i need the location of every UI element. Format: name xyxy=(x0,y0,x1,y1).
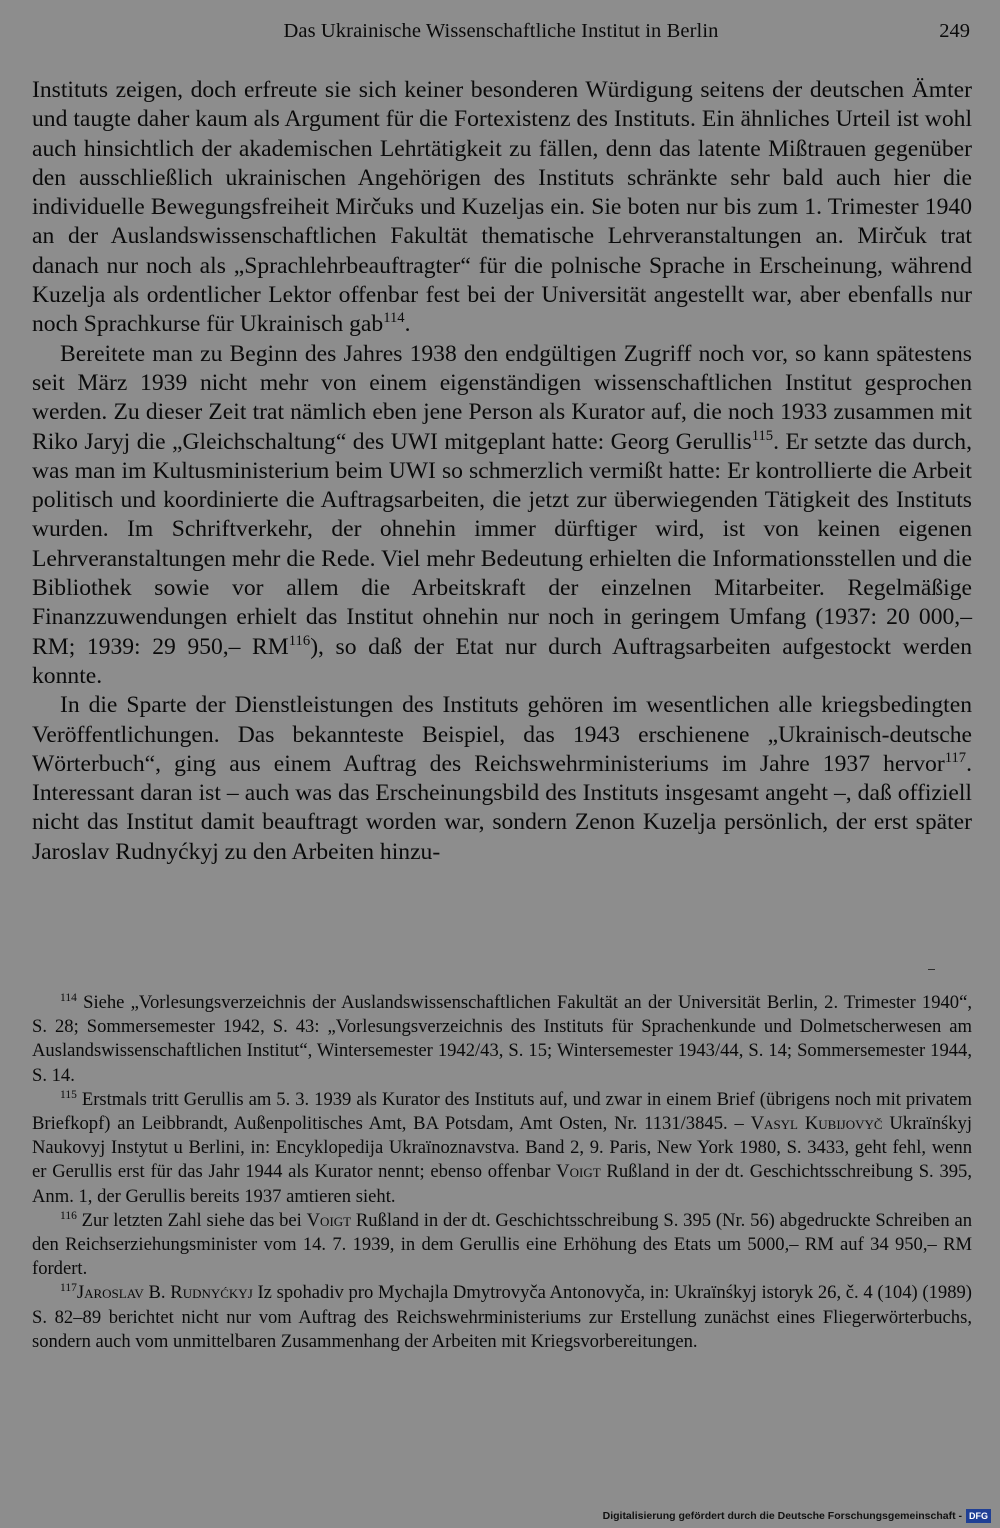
footnote-115: $^{115}$ Erstmals tritt Gerullis am 5. 3. 1939 als Kurator des Instituts auf, und zwar in einem Brief (übrigens noch mit privatem Briefkopf) an Leibbrandt, Außenpolitisches Amt, BA Potsdam, Amt Osten, Nr. 1131/3845. – Vasyl Kubijovyč Ukraïnśkyj Naukovyj Instytut u Berlini, in: Encyklopedija Ukraïnoznavstva. Band 2, 9. Paris, New York 1980, S. 3433, geht fehl, wenn er Gerullis erst für das Jahr 1944 als Kurator nennt; ebenso offenbar Voigt Rußland in der dt. Geschichtsschreibung S. 395, Anm. 1, der Gerullis bereits 1937 amtieren sieht. xyxy=(32,1088,973,1207)
main-text xyxy=(32,76,972,867)
author-name: Vasyl Kubijovyč xyxy=(750,1113,883,1135)
footnote-number: 114 xyxy=(60,991,77,1004)
footnotes xyxy=(32,991,972,1354)
footnote-number: 116 xyxy=(60,1209,77,1222)
footnote-117: $^{117}$Jaroslav B. Rudnyćkyj Iz spohadiv pro Mychajla Dmytrovyča Antonovyča, in: Ukraïnśkyj istoryk 26, č. 4 (104) (1989) S. 82–89 berichtet nicht nur vom Auftrag des Reichswehrministeriums zur Erstellung zunächst eines Fliegerwörterbuchs, sondern auch vom unmittelbaren Zusammenhang der Arbeiten mit Kriegsvorbereitungen. xyxy=(32,1282,972,1352)
footnote-ref-115[interactable]: 115 xyxy=(751,427,774,444)
footnote-number: 115 xyxy=(60,1088,77,1101)
page-number: 249 xyxy=(939,20,970,42)
dfg-logo-icon: DFG xyxy=(966,1509,991,1523)
author-name: Voigt xyxy=(556,1161,601,1183)
author-name: Voigt xyxy=(306,1209,352,1231)
author-name: Jaroslav B. Rudnyćkyj xyxy=(76,1282,253,1304)
footnote-ref-117[interactable]: 117 xyxy=(944,749,967,766)
digitization-credit xyxy=(603,1508,991,1524)
credit-text: Digitalisierung gefördert durch die Deutsche Forschungsgemeinschaft - xyxy=(602,1510,962,1522)
footnote-114: $^{114}$ Siehe „Vorlesungsverzeichnis der Auslandswissenschaftlichen Fakultät an der Universität Berlin, 2. Trimester 1940“, S. 28; Sommersemester 1942, S. 43: „Vorlesungsverzeichnis des Instituts für Sprachenkunde und Dolmetscherwesen am Auslandswissenschaftlichen Institut“, Wintersemester 1942/43, S. 15; Wintersemester 1943/44, S. 14; Sommersemester 1944, S. 14. xyxy=(32,991,972,1086)
page-header xyxy=(32,20,970,50)
footnote-number: 117 xyxy=(60,1282,77,1295)
paragraph-2: Bereitete man zu Beginn des Jahres 1938 den endgültigen Zugriff noch vor, so kann spätestens seit März 1939 nicht mehr von einem eigenständigen wissenschaftlichen Institut gesprochen werden. Zu dieser Zeit trat nämlich eben jene Person als Kurator auf, die noch 1933 zusammen mit Riko Jaryj die „Gleichschaltung“ des UWI mitgeplant hatte: Georg Gerullis$^{115}$. Er setzte das durch, was man im Kultusministerium beim UWI so schmerzlich vermißt hatte: Er kontrollierte die Arbeit politisch und koordinierte die Auftragsarbeiten, die jetzt zur überwiegenden Tätigkeit des Instituts wurden. Im Schriftverkehr, der ohnehin immer dürftiger wird, ist von keinen eigenen Lehrveranstaltungen mehr die Rede. Viel mehr Bedeutung erhielten die Informationsstellen und die Bibliothek sowie vor allem die Arbeitskraft der einzelnen Mitarbeiter. Regelmäßige Finanzzuwendungen erhielt das Institut ohnehin nur noch in geringem Umfang (1937: 20 000,– RM; 1939: 29 950,– RM$^{116}$), so daß der Etat nur durch Auftragsarbeiten aufgestockt werden konnte. xyxy=(32,340,973,689)
footnote-ref-114[interactable]: 114 xyxy=(383,310,405,327)
running-head: Das Ukrainische Wissenschaftliche Institut in Berlin xyxy=(283,20,719,42)
paragraph-3: In die Sparte der Dienstleistungen des Instituts gehören im wesentlichen alle kriegsbedingten Veröffentlichungen. Das bekannteste Beispiel, das 1943 erschienene „Ukrainisch-deutsche Wörterbuch“, ging aus einem Auftrag des Reichswehrministeriums im Jahre 1937 hervor$^{117}$. Interessant daran ist – auch was das Erscheinungsbild des Instituts insgesamt angeht –, daß offiziell nicht das Institut damit beauftragt worden war, sondern Zenon Kuzelja persönlich, der erst später Jaroslav Rudnyćkyj zu den Arbeiten hinzu- xyxy=(32,692,972,865)
footnote-116: $^{116}$ Zur letzten Zahl siehe das bei Voigt Rußland in der dt. Geschichtsschreibung S. 395 (Nr. 56) abgedruckte Schreiben an den Reichserziehungsminister vom 14. 7. 1939, in dem Gerullis eine Erhöhung des Etats um 5000,– RM auf 34 950,– RM fordert. xyxy=(32,1209,973,1280)
paragraph-1: Instituts zeigen, doch erfreute sie sich keiner besonderen Würdigung seitens der deutschen Ämter und taugte daher kaum als Argument für die Fortexistenz des Instituts. Ein ähnliches Urteil ist wohl auch hinsichtlich der akademischen Lehrtätigkeit zu fällen, denn das latente Mißtrauen gegenüber den ausschließlich ukrainischen Angehörigen des Instituts schränkte sehr bald auch hier die individuelle Bewegungsfreiheit Mirčuks und Kuzeljas ein. Sie boten nur bis zum 1. Trimester 1940 an der Auslandswissenschaftlichen Fakultät thematische Lehrveranstaltungen an. Mirčuk trat danach nur noch als „Sprachlehrbeauftragter“ für die polnische Sprache in Erscheinung, während Kuzelja als ordentlicher Lektor offenbar fest bei der Universität angestellt war, aber ebenfalls nur noch Sprachkurse für Ukrainisch gab$^{114}$. xyxy=(32,77,972,338)
footnote-separator xyxy=(928,969,935,970)
footnote-ref-116[interactable]: 116 xyxy=(288,632,311,649)
